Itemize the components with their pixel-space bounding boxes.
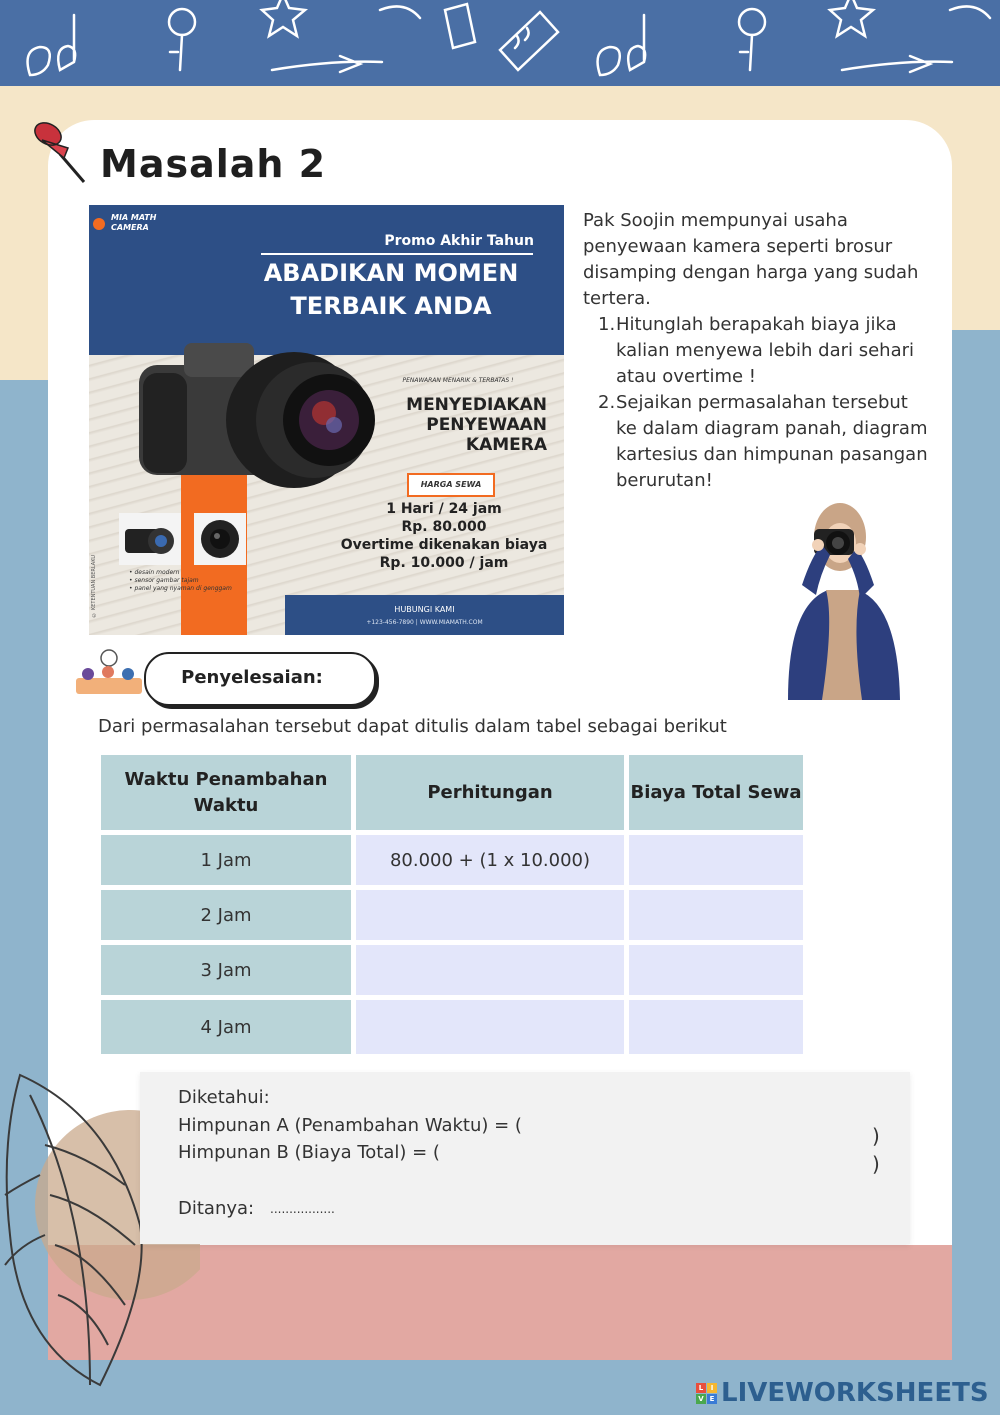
- feature-item: • sensor gambar tajam: [129, 577, 199, 584]
- brochure-divider: [261, 253, 533, 255]
- question-text: Sejaikan permasalahan tersebut ke dalam diagram panah, diagram kartesius dan himpunan pasangan berurutan!: [616, 392, 928, 491]
- page-title: Masalah 2: [100, 142, 327, 186]
- cell-waktu: 2 Jam: [101, 890, 351, 940]
- cell-biaya-input[interactable]: [629, 890, 803, 940]
- brochure-contact: [285, 595, 564, 635]
- brochure-terms-note: © KETENTUAN BERLAKU: [91, 555, 97, 618]
- himpunan-b-close: ): [872, 1152, 880, 1176]
- table-row: [101, 835, 803, 885]
- brochure-promo: Promo Akhir Tahun: [384, 233, 534, 249]
- question-list: [598, 312, 933, 494]
- header-waktu: Waktu Penambahan Waktu: [101, 755, 351, 830]
- pushpin-icon: [28, 118, 88, 186]
- table-row: [101, 890, 803, 940]
- penyelesaian-banner: [144, 652, 376, 706]
- brochure-tagline: PENAWARAN MENARIK & TERBATAS !: [402, 377, 514, 384]
- doodle-pattern-icon: [0, 0, 1000, 86]
- feature-item: • desain modern: [129, 569, 180, 576]
- brochure-features: [129, 569, 232, 593]
- brochure-brand: MIA MATH CAMERA: [111, 213, 157, 232]
- service-line-2: PENYEWAAN: [426, 415, 547, 435]
- brochure-headline: [249, 257, 533, 323]
- cell-biaya-input[interactable]: [629, 1000, 803, 1054]
- ditanya-label: Ditanya:: [178, 1198, 255, 1219]
- cell-waktu: 3 Jam: [101, 945, 351, 995]
- rental-calculation-table: [96, 750, 808, 1059]
- price-line-2: Rp. 80.000: [401, 519, 487, 535]
- question-text: Hitunglah berapakah biaya jika kalian menyewa lebih dari sehari atau overtime !: [616, 314, 915, 387]
- price-line-4: Rp. 10.000 / jam: [379, 555, 509, 571]
- question-number: 2.: [598, 392, 616, 413]
- header-pattern-band: [0, 0, 1000, 86]
- liveworksheets-text: LIVEWORKSHEETS: [721, 1378, 989, 1408]
- diketahui-label: Diketahui:: [178, 1087, 270, 1108]
- headline-line-2: TERBAIK ANDA: [290, 292, 492, 320]
- himpunan-a-label: Himpunan A (Penambahan Waktu) = (: [178, 1115, 522, 1136]
- penyelesaian-label: Penyelesaian:: [181, 667, 323, 688]
- header-perhitungan: Perhitungan: [356, 755, 624, 830]
- problem-intro: Pak Soojin mempunyai usaha penyewaan kamera seperti brosur disamping dengan harga yang sudah tertera.: [583, 210, 919, 309]
- cell-biaya-input[interactable]: [629, 945, 803, 995]
- logo-letter: L: [696, 1383, 706, 1393]
- cell-waktu: 4 Jam: [101, 1000, 351, 1054]
- ditanya-blank[interactable]: .................: [270, 1202, 335, 1216]
- students-illustration-icon: [74, 648, 144, 698]
- price-line-1: 1 Hari / 24 jam: [386, 501, 502, 517]
- dslr-camera-icon: [129, 325, 389, 525]
- liveworksheets-logo-icon: [696, 1383, 717, 1404]
- feature-item: • panel yang nyaman di genggam: [129, 585, 232, 592]
- question-item: [598, 312, 933, 390]
- headline-line-1: ABADIKAN MOMEN: [263, 259, 519, 287]
- brand-logo-icon: [93, 218, 105, 230]
- service-line-3: KAMERA: [465, 435, 547, 455]
- photographer-illustration-icon: [778, 495, 908, 700]
- logo-letter: E: [707, 1394, 717, 1404]
- service-line-1: MENYEDIAKAN: [406, 395, 547, 415]
- cell-perhitungan-input[interactable]: [356, 945, 624, 995]
- lens-thumbnail-icon: [194, 513, 246, 565]
- cell-biaya-input[interactable]: [629, 835, 803, 885]
- contact-info: +123-456-7890 | WWW.MIAMATH.COM: [366, 619, 483, 626]
- harga-sewa-label: HARGA SEWA: [407, 473, 495, 497]
- cell-waktu: 1 Jam: [101, 835, 351, 885]
- logo-letter: I: [707, 1383, 717, 1393]
- logo-letter: V: [696, 1394, 706, 1404]
- liveworksheets-watermark: [696, 1378, 989, 1408]
- table-header-row: [101, 755, 803, 830]
- brochure-service: [359, 395, 547, 455]
- cell-perhitungan-input[interactable]: [356, 890, 624, 940]
- table-row: [101, 945, 803, 995]
- header-biaya: Biaya Total Sewa: [629, 755, 803, 830]
- cell-perhitungan[interactable]: 80.000 + (1 x 10.000): [356, 835, 624, 885]
- himpunan-a-close: ): [872, 1124, 880, 1148]
- table-row: [101, 1000, 803, 1054]
- price-info: [329, 500, 559, 572]
- cell-perhitungan-input[interactable]: [356, 1000, 624, 1054]
- price-line-3: Overtime dikenakan biaya: [340, 537, 548, 553]
- table-intro-text: Dari permasalahan tersebut dapat ditulis dalam tabel sebagai berikut: [98, 716, 727, 737]
- contact-title: HUBUNGI KAMI: [394, 605, 455, 614]
- question-number: 1.: [598, 314, 616, 335]
- camera-thumbnail-icon: [119, 513, 181, 565]
- diketahui-box: [140, 1072, 910, 1244]
- rental-brochure: [89, 205, 564, 635]
- himpunan-b-label: Himpunan B (Biaya Total) = (: [178, 1142, 440, 1163]
- question-item: [598, 390, 933, 494]
